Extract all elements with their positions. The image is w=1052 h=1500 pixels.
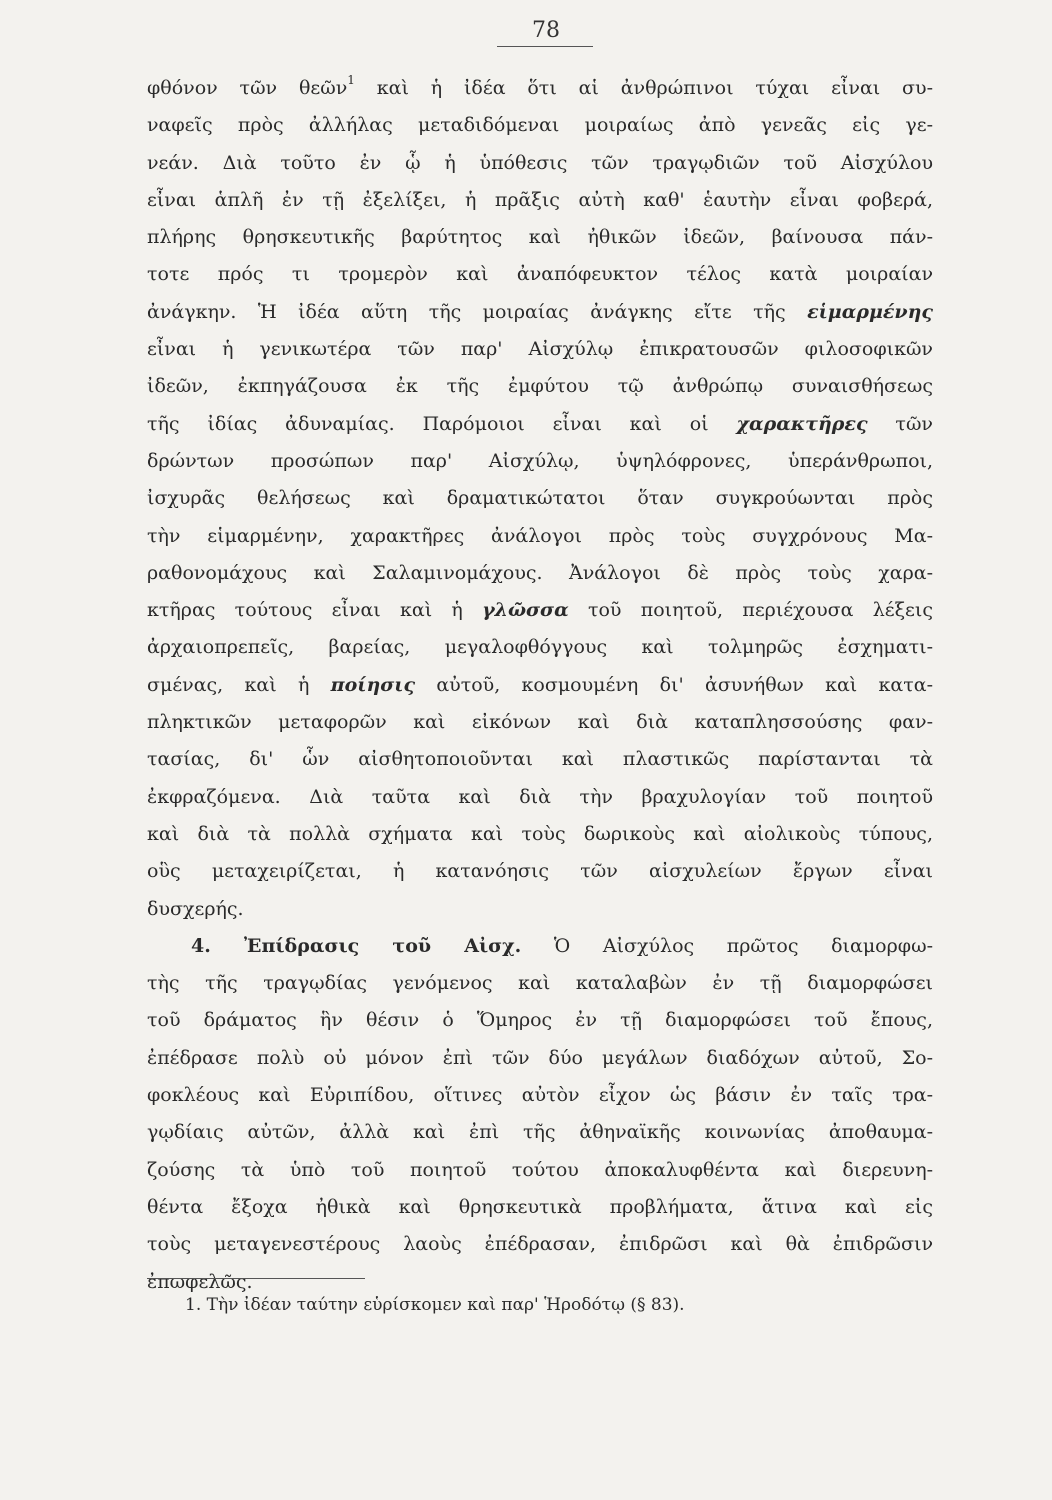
text-segment: ἐπωφελῶς. (147, 1270, 253, 1293)
text-line (147, 331, 933, 368)
text-line (147, 518, 933, 555)
text-segment: ζούσης τὰ ὑπὸ τοῦ ποιητοῦ τούτου ἀποκαλυφθέντα καὶ διερευνη- (147, 1158, 933, 1181)
emphasized-term: εἱμαρμένης (807, 300, 933, 323)
text-line (147, 1002, 933, 1039)
text-segment: τὴν εἱμαρμένην, χαρακτῆρες ἀνάλογοι πρὸς τοὺς συγχρόνους Μα- (147, 524, 933, 547)
text-segment: ραθονομάχους καὶ Σαλαμινομάχους. Ἀνάλογοι δὲ πρὸς τοὺς χαρα- (147, 561, 933, 584)
text-segment: ἀρχαιοπρεπεῖς, βαρείας, μεγαλοφθόγγους καὶ τολμηρῶς ἐσχηματι- (147, 636, 933, 659)
text-line (147, 70, 933, 107)
text-line (147, 704, 933, 741)
text-segment: καὶ ἡ ἰδέα ὅτι αἱ ἀνθρώπινοι τύχαι εἶναι συ- (354, 77, 933, 99)
text-body (147, 70, 933, 1301)
text-segment: δυσχερής. (147, 897, 244, 920)
footnote-rule (147, 1278, 365, 1279)
text-segment: εἶναι ἁπλῆ ἐν τῇ ἐξελίξει, ἡ πρᾶξις αὐτὴ καθ' ἑαυτὴν εἶναι φοβερά, (147, 188, 933, 211)
footnote-marker: 1 (347, 73, 355, 87)
text-segment: εἶναι ἡ γενικωτέρα τῶν παρ' Αἰσχύλῳ ἐπικρατουσῶν φιλοσοφικῶν (147, 338, 933, 361)
text-segment: σμένας, καὶ ἡ (147, 673, 331, 696)
text-line (147, 629, 933, 666)
text-segment: ναφεῖς πρὸς ἀλλήλας μεταδιδόμεναι μοιραίως ἀπὸ γενεᾶς εἰς γε- (147, 114, 933, 137)
emphasized-term: χαρακτῆρες (736, 412, 868, 435)
text-line (147, 480, 933, 517)
text-line (147, 368, 933, 405)
text-segment: πλήρης θρησκευτικῆς βαρύτητος καὶ ἠθικῶν ἰδεῶν, βαίνουσα πάν- (147, 226, 933, 249)
text-segment: Ὁ Αἰσχύλος πρῶτος διαμορφω- (521, 934, 934, 957)
text-segment: πληκτικῶν μεταφορῶν καὶ εἰκόνων καὶ διὰ καταπλησσούσης φαν- (147, 711, 933, 734)
text-line (147, 294, 933, 331)
text-line (147, 779, 933, 816)
text-segment: θέντα ἔξοχα ἠθικὰ καὶ θρησκευτικὰ προβλήματα, ἅτινα καὶ εἰς (147, 1195, 933, 1218)
text-segment: οὓς μεταχειρίζεται, ἡ κατανόησις τῶν αἰσχυλείων ἔργων εἶναι (147, 860, 933, 883)
text-line (147, 1226, 933, 1263)
text-segment: καὶ διὰ τὰ πολλὰ σχήματα καὶ τοὺς δωρικοὺς καὶ αἰολικοὺς τύπους, (147, 822, 933, 845)
footnote: 1. Τὴν ἰδέαν ταύτην εὑρίσκομεν καὶ παρ' Ἡροδότῳ (§ 83). (185, 1295, 685, 1315)
text-line (147, 1077, 933, 1114)
text-segment: τοῦ ποιητοῦ, περιέχουσα λέξεις (568, 599, 933, 622)
text-line (147, 182, 933, 219)
section-number: 4. (191, 934, 211, 957)
text-line (147, 667, 933, 704)
text-segment: ἐπέδρασε πολὺ οὐ μόνον ἐπὶ τῶν δύο μεγάλων διαδόχων αὐτοῦ, Σο- (147, 1046, 933, 1069)
page-number-rule (497, 46, 593, 47)
text-line (147, 555, 933, 592)
text-line (147, 853, 933, 890)
text-segment: τοτε πρός τι τρομερὸν καὶ ἀναπόφευκτον τέλος κατὰ μοιραίαν (147, 263, 933, 286)
text-segment: δρώντων προσώπων παρ' Αἰσχύλῳ, ὑψηλόφρονες, ὑπεράνθρωποι, (147, 449, 933, 472)
page-number: 78 (532, 18, 560, 43)
text-segment: ἀνάγκην. Ἡ ἰδέα αὕτη τῆς μοιραίας ἀνάγκης εἴτε τῆς (147, 300, 808, 323)
text-segment: τοὺς μεταγενεστέρους λαοὺς ἐπέδρασαν, ἐπιδρῶσι καὶ θὰ ἐπιδρῶσιν (147, 1233, 933, 1256)
text-line (147, 741, 933, 778)
text-segment: κτῆρας τούτους εἶναι καὶ ἡ (147, 599, 483, 622)
text-line (147, 928, 933, 965)
text-segment: τὴς τῆς τραγῳδίας γενόμενος καὶ καταλαβὼν ἐν τῇ διαμορφώσει (147, 972, 933, 995)
text-segment: νεάν. Διὰ τοῦτο ἐν ᾧ ἡ ὑπόθεσις τῶν τραγῳδιῶν τοῦ Αἰσχύλου (147, 151, 933, 174)
text-segment: τασίας, δι' ὧν αἰσθητοποιοῦνται καὶ πλαστικῶς παρίστανται τὰ (147, 748, 933, 771)
text-line (147, 1114, 933, 1151)
text-segment: ἰσχυρᾶς θελήσεως καὶ δραματικώτατοι ὅταν συγκρούωνται πρὸς (147, 487, 933, 510)
text-line (147, 145, 933, 182)
text-line (147, 443, 933, 480)
text-segment: ἐκφραζόμενα. Διὰ ταῦτα καὶ διὰ τὴν βραχυλογίαν τοῦ ποιητοῦ (147, 785, 933, 808)
text-segment: φοκλέους καὶ Εὐριπίδου, οἵτινες αὐτὸν εἶχον ὡς βάσιν ἐν ταῖς τρα- (147, 1084, 933, 1107)
text-line (147, 406, 933, 443)
emphasized-term: ποίησις (330, 673, 416, 696)
text-segment: αὐτοῦ, κοσμουμένη δι' ἀσυνήθων καὶ κατα- (415, 673, 933, 696)
text-segment: τοῦ δράματος ἣν θέσιν ὁ Ὅμηρος ἐν τῇ διαμορφώσει τοῦ ἔπους, (147, 1009, 933, 1032)
text-line (147, 592, 933, 629)
section-title: Ἐπίδρασις τοῦ Αἰσχ. (210, 934, 522, 957)
text-segment: γῳδίαις αὐτῶν, ἀλλὰ καὶ ἐπὶ τῆς ἀθηναϊκῆς κοινωνίας ἀποθαυμα- (147, 1121, 933, 1144)
text-line (147, 1152, 933, 1189)
text-line (147, 1040, 933, 1077)
text-line (147, 891, 933, 928)
text-line (147, 965, 933, 1002)
text-segment: τῶν (867, 412, 933, 435)
text-line (147, 1189, 933, 1226)
text-segment: ἰδεῶν, ἐκπηγάζουσα ἐκ τῆς ἐμφύτου τῷ ἀνθρώπῳ συναισθήσεως (147, 375, 933, 398)
text-line (147, 816, 933, 853)
text-line (147, 107, 933, 144)
text-line (147, 256, 933, 293)
emphasized-term: γλῶσσα (482, 599, 569, 622)
text-segment: τῆς ἰδίας ἀδυναμίας. Παρόμοιοι εἶναι καὶ οἱ (147, 412, 737, 435)
text-segment: φθόνον τῶν θεῶν (147, 77, 348, 99)
text-line (147, 219, 933, 256)
